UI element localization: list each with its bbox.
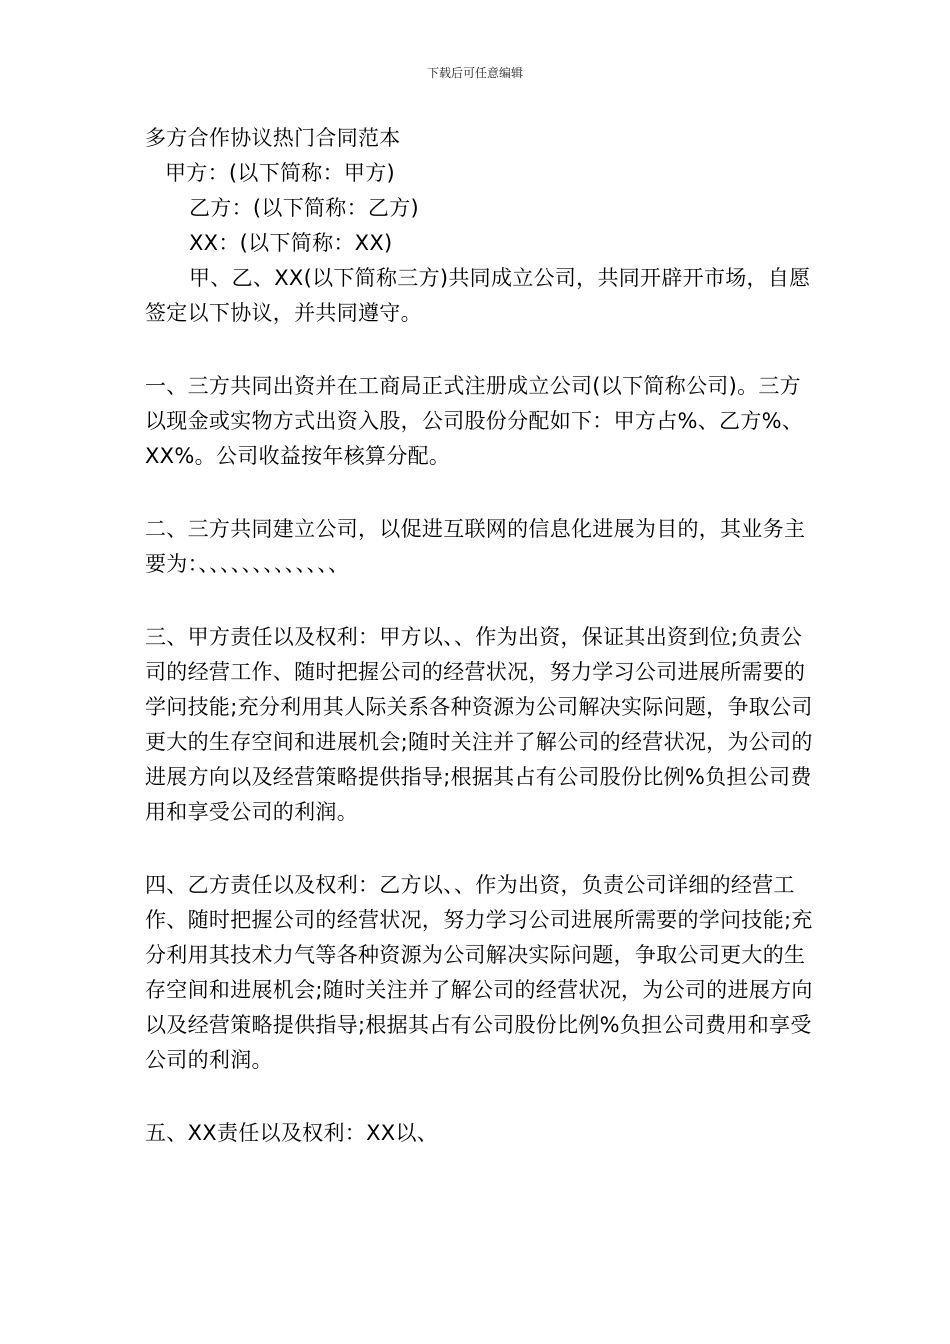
intro-paragraph: 甲、乙、XX(以下简称三方)共同成立公司，共同开辟开市场，自愿签定以下协议，并共同遵守。 bbox=[145, 266, 811, 325]
party-a-line: 甲方：(以下简称：甲方) bbox=[165, 161, 395, 185]
clause-3: 三、甲方责任以及权利：甲方以、、作为出资，保证其出资到位;负责公司的经营工作、随时把握公司的经营状况，努力学习公司进展所需要的学问技能;充分利用其人际关系各种资源为公司解决实际问题，争取公司更大的生存空间和进展机会;随时关注并了解公司的经营状况，为公司的进展方向以及经营策略提供指导;根据其占有公司股份比例%负担公司费用和享受公司的利润。 bbox=[145, 625, 813, 824]
document-title: 多方合作协议热门合同范本 bbox=[145, 126, 401, 150]
clause-1: 一、三方共同出资并在工商局正式注册成立公司(以下简称公司)。三方以现金或实物方式出资入股，公司股份分配如下：甲方占%、乙方%、XX%。公司收益按年核算分配。 bbox=[145, 374, 804, 468]
document-body bbox=[145, 121, 815, 1151]
clause-2: 二、三方共同建立公司，以促进互联网的信息化进展为目的，其业务主要为：、、、、、、、、、、、、、 bbox=[145, 517, 806, 576]
clause-5: 五、XX责任以及权利：XX以、 bbox=[145, 1121, 439, 1145]
page-header-note: 下载后可任意编辑 bbox=[426, 66, 523, 80]
party-c-line: XX：(以下简称：XX) bbox=[189, 231, 393, 255]
clause-4: 四、乙方责任以及权利：乙方以、、作为出资，负责公司详细的经营工作、随时把握公司的经营状况，努力学习公司进展所需要的学问技能;充分利用其技术力气等各种资源为公司解决实际问题，争取公司更大的生存空间和进展机会;随时关注并了解公司的经营状况，为公司的进展方向以及经营策略提供指导;根据其占有公司股份比例%负担公司费用和享受公司的利润。 bbox=[145, 873, 813, 1072]
party-b-line: 乙方：(以下简称：乙方) bbox=[189, 196, 419, 220]
